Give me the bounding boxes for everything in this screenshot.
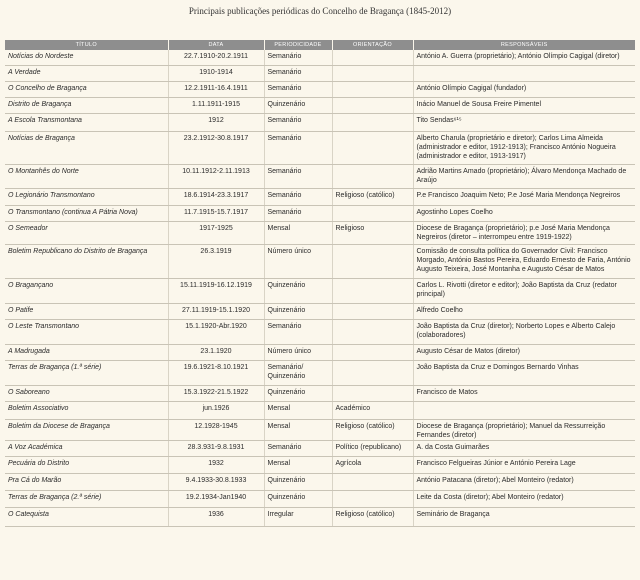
- row-responsaveis: Agostinho Lopes Coelho: [413, 205, 635, 221]
- table-row: [5, 319, 635, 344]
- row-periodicidade: Mensal: [264, 401, 332, 419]
- row-data: 1912: [168, 113, 264, 131]
- row-responsaveis: Diocese de Bragança (proprietário); p.e José Maria Mendonça Negreiros (diretor – interrompeu entre 1919-1922): [413, 221, 635, 244]
- table-header: [5, 40, 635, 50]
- table-row: [5, 440, 635, 456]
- row-responsaveis: [413, 401, 635, 419]
- row-orientacao: [332, 164, 413, 188]
- row-data: 11.7.1915-15.7.1917: [168, 205, 264, 221]
- row-periodicidade: Número único: [264, 244, 332, 278]
- row-orientacao: [332, 473, 413, 490]
- row-periodicidade: Quinzenário: [264, 97, 332, 113]
- row-data: 27.11.1919-15.1.1920: [168, 303, 264, 319]
- header-periodicidade: PERIODICIDADE: [264, 40, 332, 50]
- row-responsaveis: [413, 65, 635, 81]
- row-periodicidade: Mensal: [264, 221, 332, 244]
- row-responsaveis: Diocese de Bragança (proprietário); Manuel da Ressurreição Fernandes (diretor): [413, 419, 635, 440]
- row-periodicidade: Quinzenário: [264, 303, 332, 319]
- row-periodicidade: Mensal: [264, 419, 332, 440]
- row-orientacao: [332, 81, 413, 97]
- table-row: [5, 205, 635, 221]
- row-titulo: A Verdade: [5, 65, 168, 81]
- row-titulo: Boletim Associativo: [5, 401, 168, 419]
- row-titulo: O Legionário Transmontano: [5, 188, 168, 205]
- table-row: [5, 303, 635, 319]
- row-responsaveis: A. da Costa Guimarães: [413, 440, 635, 456]
- row-periodicidade: Semanário: [264, 131, 332, 164]
- row-orientacao: [332, 360, 413, 385]
- table-row: [5, 507, 635, 526]
- row-data: 1936: [168, 507, 264, 526]
- table-row: [5, 131, 635, 164]
- table-row: [5, 419, 635, 440]
- row-titulo: O Catequista: [5, 507, 168, 526]
- row-orientacao: [332, 303, 413, 319]
- table-row: [5, 81, 635, 97]
- row-orientacao: [332, 385, 413, 401]
- row-titulo: Boletim da Diocese de Bragança: [5, 419, 168, 440]
- row-periodicidade: Semanário: [264, 81, 332, 97]
- row-titulo: Terras de Bragança (1.ª série): [5, 360, 168, 385]
- row-responsaveis: Alfredo Coelho: [413, 303, 635, 319]
- table-row: [5, 344, 635, 360]
- row-responsaveis: António Olímpio Cagigal (fundador): [413, 81, 635, 97]
- header-titulo: TÍTULO: [5, 40, 168, 50]
- row-data: 19.2.1934-Jan1940: [168, 490, 264, 507]
- table-row: [5, 401, 635, 419]
- table-row: [5, 360, 635, 385]
- row-data: 19.6.1921-8.10.1921: [168, 360, 264, 385]
- row-data: 22.7.1910-20.2.1911: [168, 50, 264, 65]
- row-data: 10.11.1912-2.11.1913: [168, 164, 264, 188]
- row-data: 12.1928-1945: [168, 419, 264, 440]
- row-orientacao: Religioso (católico): [332, 188, 413, 205]
- row-titulo: Terras de Bragança (2.ª série): [5, 490, 168, 507]
- row-data: 15.11.1919-16.12.1919: [168, 278, 264, 303]
- row-titulo: Distrito de Bragança: [5, 97, 168, 113]
- row-data: 28.3.931-9.8.1931: [168, 440, 264, 456]
- table-row: [5, 456, 635, 473]
- row-titulo: Notícias de Bragança: [5, 131, 168, 164]
- row-orientacao: [332, 319, 413, 344]
- row-orientacao: Político (republicano): [332, 440, 413, 456]
- row-periodicidade: Número único: [264, 344, 332, 360]
- row-titulo: O Patife: [5, 303, 168, 319]
- row-responsaveis: Augusto César de Matos (diretor): [413, 344, 635, 360]
- header-orientacao: ORIENTAÇÃO: [332, 40, 413, 50]
- row-titulo: O Saboreano: [5, 385, 168, 401]
- row-responsaveis: Carlos L. Rivotti (diretor e editor); João Baptista da Cruz (redator principal): [413, 278, 635, 303]
- row-titulo: O Concelho de Bragança: [5, 81, 168, 97]
- row-data: 23.2.1912-30.8.1917: [168, 131, 264, 164]
- row-periodicidade: Quinzenário: [264, 278, 332, 303]
- table-row: [5, 490, 635, 507]
- row-periodicidade: Semanário: [264, 205, 332, 221]
- row-data: 15.1.1920-Abr.1920: [168, 319, 264, 344]
- row-periodicidade: Semanário: [264, 164, 332, 188]
- table-row: [5, 113, 635, 131]
- row-responsaveis: Comissão de consulta política do Governador Civil: Francisco Morgado, António Bastos Pereira, Eduardo Ernesto de Faria, António Augusto Teixeira, José Montanha e Augusto César de Matos: [413, 244, 635, 278]
- header-responsaveis: RESPONSÁVEIS: [413, 40, 635, 50]
- table-row: [5, 385, 635, 401]
- row-orientacao: [332, 344, 413, 360]
- row-data: 23.1.1920: [168, 344, 264, 360]
- row-orientacao: [332, 490, 413, 507]
- row-responsaveis: Alberto Charula (proprietário e diretor); Carlos Lima Almeida (administrador e editor, 1912-1913); Francisco António Nogueira (administrador e editor, 1913-1917): [413, 131, 635, 164]
- row-periodicidade: Semanário: [264, 65, 332, 81]
- row-data: 1.11.1911-1915: [168, 97, 264, 113]
- row-titulo: Pecuária do Distrito: [5, 456, 168, 473]
- row-periodicidade: Semanário: [264, 50, 332, 65]
- row-titulo: A Escola Transmontana: [5, 113, 168, 131]
- row-data: 18.6.1914-23.3.1917: [168, 188, 264, 205]
- row-orientacao: Agrícola: [332, 456, 413, 473]
- row-responsaveis: Adrião Martins Amado (proprietário); Álvaro Mendonça Machado de Araújo: [413, 164, 635, 188]
- row-periodicidade: Semanário: [264, 188, 332, 205]
- row-data: 1917-1925: [168, 221, 264, 244]
- row-titulo: O Montanhês do Norte: [5, 164, 168, 188]
- page-title: Principais publicações periódicas do Concelho de Bragança (1845-2012): [188, 6, 452, 16]
- row-periodicidade: Quinzenário: [264, 490, 332, 507]
- row-data: 15.3.1922-21.5.1922: [168, 385, 264, 401]
- row-orientacao: [332, 65, 413, 81]
- row-data: jun.1926: [168, 401, 264, 419]
- table-row: [5, 164, 635, 188]
- table-row: [5, 65, 635, 81]
- row-responsaveis: João Baptista da Cruz (diretor); Norberto Lopes e Alberto Calejo (colaboradores): [413, 319, 635, 344]
- row-responsaveis: P.e Francisco Joaquim Neto; P.e José Maria Mendonça Negreiros: [413, 188, 635, 205]
- row-responsaveis: Francisco de Matos: [413, 385, 635, 401]
- row-responsaveis: João Baptista da Cruz e Domingos Bernardo Vinhas: [413, 360, 635, 385]
- row-periodicidade: Irregular: [264, 507, 332, 526]
- row-periodicidade: Semanário/ Quinzenário: [264, 360, 332, 385]
- table-row: [5, 473, 635, 490]
- row-orientacao: [332, 97, 413, 113]
- row-orientacao: Religioso (católico): [332, 507, 413, 526]
- row-titulo: O Transmontano (continua A Pátria Nova): [5, 205, 168, 221]
- row-periodicidade: Semanário: [264, 440, 332, 456]
- row-orientacao: [332, 244, 413, 278]
- table-row: [5, 50, 635, 65]
- row-orientacao: [332, 131, 413, 164]
- row-data: 12.2.1911-16.4.1911: [168, 81, 264, 97]
- publications-table: [5, 40, 635, 527]
- row-responsaveis: Inácio Manuel de Sousa Freire Pimentel: [413, 97, 635, 113]
- row-responsaveis: Francisco Felgueiras Júnior e António Pereira Lage: [413, 456, 635, 473]
- table-row: [5, 97, 635, 113]
- row-data: 26.3.1919: [168, 244, 264, 278]
- row-titulo: O Leste Transmontano: [5, 319, 168, 344]
- row-data: 1932: [168, 456, 264, 473]
- row-responsaveis: António A. Guerra (proprietário); António Olímpio Cagigal (diretor): [413, 50, 635, 65]
- row-orientacao: Religioso (católico): [332, 419, 413, 440]
- row-orientacao: [332, 205, 413, 221]
- row-responsaveis: Seminário de Bragança: [413, 507, 635, 526]
- row-titulo: O Semeador: [5, 221, 168, 244]
- table-row: [5, 221, 635, 244]
- row-orientacao: [332, 113, 413, 131]
- row-orientacao: Religioso: [332, 221, 413, 244]
- row-periodicidade: Quinzenário: [264, 473, 332, 490]
- row-periodicidade: Semanário: [264, 319, 332, 344]
- row-responsaveis: António Patacana (diretor); Abel Monteiro (redator): [413, 473, 635, 490]
- row-orientacao: [332, 278, 413, 303]
- row-titulo: A Madrugada: [5, 344, 168, 360]
- table-row: [5, 244, 635, 278]
- header-data: DATA: [168, 40, 264, 50]
- row-data: 9.4.1933-30.8.1933: [168, 473, 264, 490]
- row-orientacao: [332, 50, 413, 65]
- table-body: [5, 50, 635, 526]
- row-periodicidade: Semanário: [264, 113, 332, 131]
- row-periodicidade: Mensal: [264, 456, 332, 473]
- row-responsaveis: Tito Sendas⁶¹⁵: [413, 113, 635, 131]
- table-row: [5, 188, 635, 205]
- row-periodicidade: Quinzenário: [264, 385, 332, 401]
- row-titulo: Boletim Republicano do Distrito de Bragança: [5, 244, 168, 278]
- row-orientacao: Académico: [332, 401, 413, 419]
- row-titulo: Notícias do Nordeste: [5, 50, 168, 65]
- row-titulo: Pra Cá do Marão: [5, 473, 168, 490]
- row-titulo: A Voz Académica: [5, 440, 168, 456]
- row-data: 1910-1914: [168, 65, 264, 81]
- row-responsaveis: Leite da Costa (diretor); Abel Monteiro (redator): [413, 490, 635, 507]
- table-row: [5, 278, 635, 303]
- row-titulo: O Bragançano: [5, 278, 168, 303]
